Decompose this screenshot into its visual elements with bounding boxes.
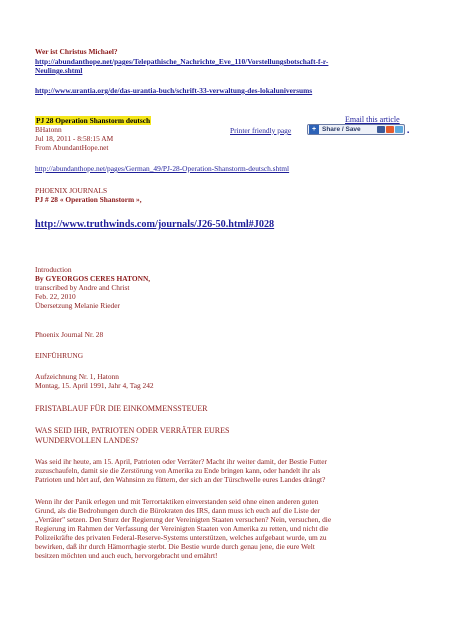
email-article-link[interactable]: Email this article xyxy=(345,115,400,124)
fristablauf-heading: FRISTABLAUF FÜR DIE EINKOMMENSSTEUER xyxy=(35,404,208,413)
translation-credit: Übersetzung Melanie Rieder xyxy=(35,301,120,310)
paragraph-2-line-4: Regierung im Rahmen der Verfassung der Vereinigten Staaten von Amerika zu retten, und nicht die xyxy=(35,524,329,533)
share-save-button[interactable] xyxy=(307,124,405,135)
introduction-label: Introduction xyxy=(35,265,72,274)
question-heading: Wer ist Christus Michael? xyxy=(35,47,118,56)
paragraph-2-line-1: Wenn ihr der Panik erlegen und mit Terrortaktiken einverstanden seid ohne einen anderen guten xyxy=(35,497,319,506)
telepathic-message-link-line2[interactable]: Neulinge.shtml xyxy=(35,66,83,75)
article-date: Jul 18, 2011 - 8:58:15 AM xyxy=(35,134,114,143)
telepathic-message-link-line1[interactable]: http://abundanthope.net/pages/Telepathische_Nachrichte_Eve_110/Vorstellungsbotschaft-f-r- xyxy=(35,57,329,66)
transcribed-by: transcribed by Andre and Christ xyxy=(35,283,130,292)
share-save-label: Share / Save xyxy=(322,126,361,133)
phoenix-journals-label: PHOENIX JOURNALS xyxy=(35,186,108,195)
paragraph-2-line-6: bewirken, daß ihr durch Hämorrhagie sterbt. Die Bestie wurde durch genau jene, die eure Welt xyxy=(35,542,315,551)
paragraph-2-line-7: besitzen möchten und auch euch, hervorgebracht und ernährt! xyxy=(35,551,218,560)
paragraph-1-line-1: Was seid ihr heute, am 15. April, Patrioten oder Verräter? Macht ihr weiter damit, der Bestie Futter xyxy=(35,457,327,466)
article-url-link[interactable]: http://abundanthope.net/pages/German_49/PJ-28-Operation-Shanstorm-deutsch.shtml xyxy=(35,164,290,173)
paragraph-2-line-3: „Verräter" setzen. Den Sturz der Regierung der Vereinigten Staaten versuchen? Nein, versuchen, die xyxy=(35,515,332,524)
twitter-icon xyxy=(395,126,403,133)
urantia-link[interactable]: http://www.urantia.org/de/das-urantia-buch/schrift-33-verwaltung-des-lokaluniversums xyxy=(35,86,313,95)
introduction-date: Feb. 22, 2010 xyxy=(35,292,76,301)
question-line-2: WUNDERVOLLEN LANDES? xyxy=(35,436,139,445)
aufzeichnung-line: Aufzeichnung Nr. 1, Hatonn xyxy=(35,372,119,381)
article-author: BHatonn xyxy=(35,125,62,134)
paragraph-1-line-3: Patrioten und hört auf, den Wahnsinn zu füttern, der sich an der Türschwelle eures Landes drängt? xyxy=(35,475,326,484)
truthwinds-link[interactable]: http://www.truthwinds.com/journals/J26-50.html#J028 xyxy=(35,219,275,230)
paragraph-2-line-5: Polizeikräfte des privaten Federal-Reserve-Systems unterstützen, welches aufgebaut wurde, um zu xyxy=(35,533,327,542)
email-share-icon xyxy=(386,126,394,133)
pj-subtitle: PJ # 28 « Operation Shanstorm », xyxy=(35,195,142,204)
paragraph-1-line-2: zuzuschaufeln, damit sie die Zerstörung von Amerika zu Ende bringen kann, oder handelt ihr als xyxy=(35,466,321,475)
question-line-1: WAS SEID IHR, PATRIOTEN ODER VERRÄTER EURES xyxy=(35,426,230,435)
printer-friendly-link[interactable]: Printer friendly page xyxy=(230,126,292,135)
separator-dot: ▪ xyxy=(407,130,410,136)
facebook-icon xyxy=(377,126,385,133)
datum-line: Montag, 15. April 1991, Jahr 4, Tag 242 xyxy=(35,381,154,390)
paragraph-2-line-2: Grund, als die Bedrohungen durch die Bürokraten des IRS, dann muss ich euch auf die Liste der xyxy=(35,506,320,515)
plus-icon: + xyxy=(309,125,319,134)
einfuehrung-heading: EINFÜHRUNG xyxy=(35,351,84,360)
journal-number: Phoenix Journal Nr. 28 xyxy=(35,330,104,339)
article-source: From AbundantHope.net xyxy=(35,143,109,152)
article-title: PJ 28 Operation Shanstorm deutsch xyxy=(36,116,151,125)
introduction-byline: By GYEORGOS CERES HATONN, xyxy=(35,274,151,283)
